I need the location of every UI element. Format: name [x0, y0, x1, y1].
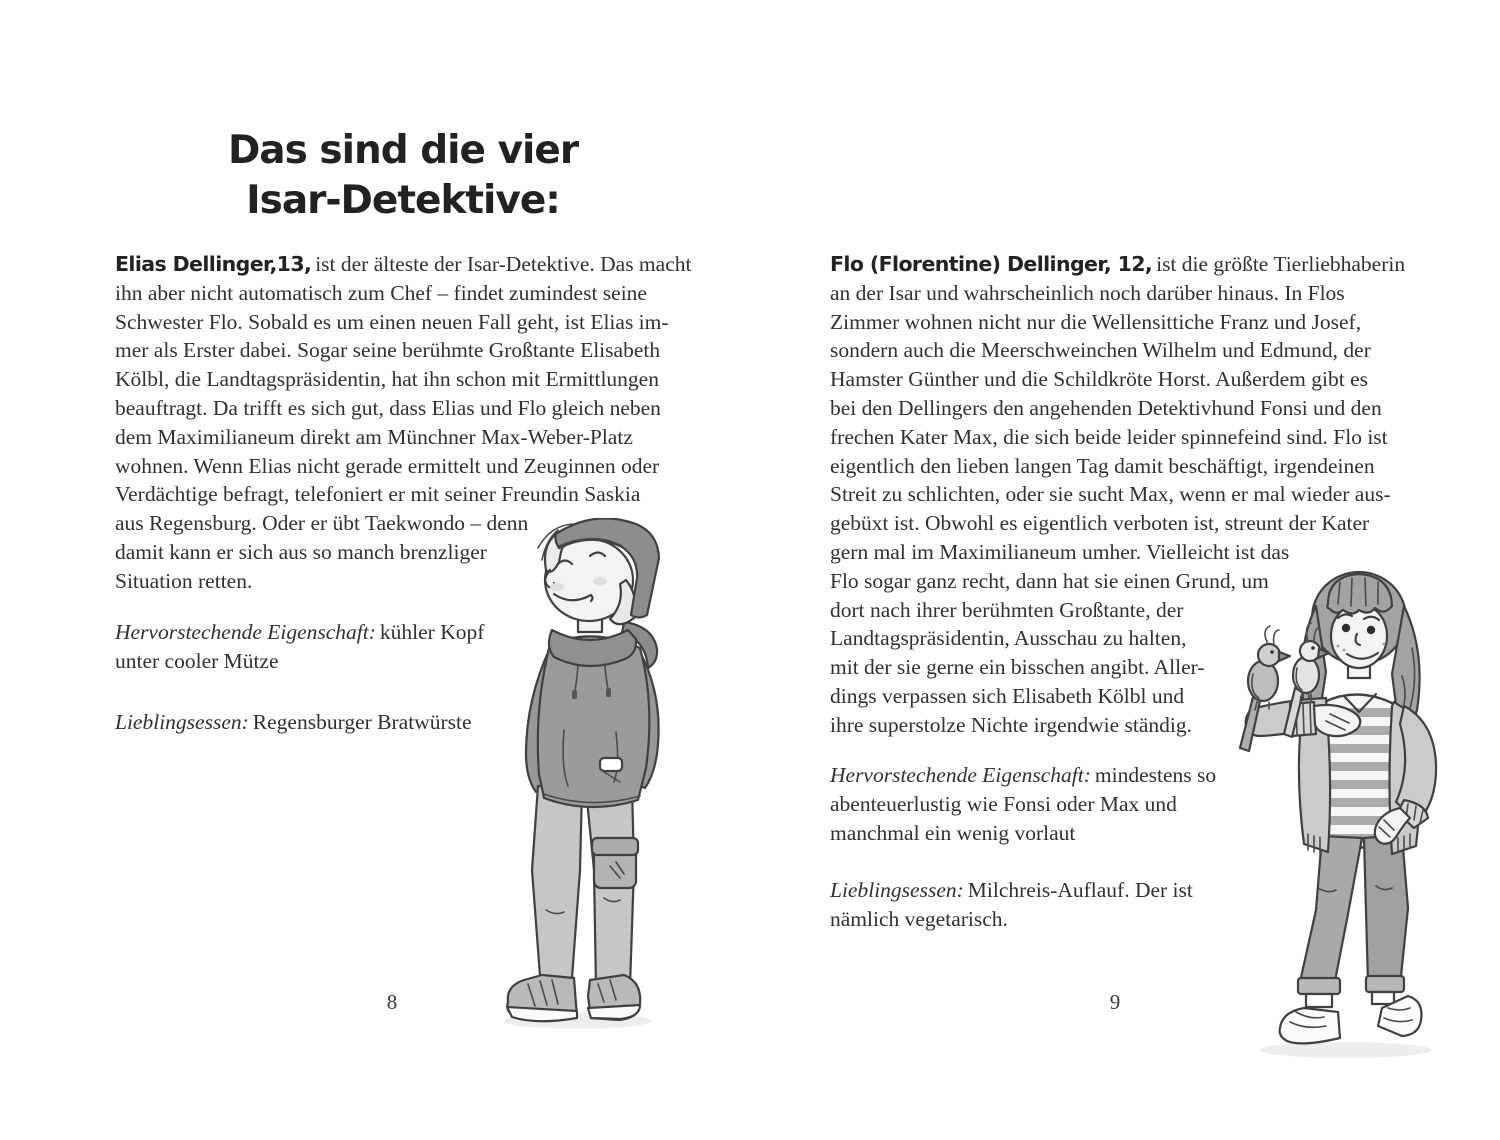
- text-line: Zimmer wohnen nicht nur die Wellensittiche Franz und Josef,: [830, 309, 1362, 334]
- text-line: Verdächtige befragt, telefoniert er mit seiner Freundin Saskia: [115, 482, 641, 507]
- text-line: Regensburger Bratwürste: [252, 710, 472, 734]
- girl-illustration: [1226, 556, 1466, 1096]
- text-line: Hamster Günther und die Schildkröte Horst. Außerdem gibt es: [830, 367, 1368, 392]
- text-line: beauftragt. Da trifft es sich gut, dass Elias und Flo gleich neben: [115, 395, 661, 420]
- text-line: Schwester Flo. Sobald es um einen neuen Fall geht, ist Elias im-: [115, 309, 669, 334]
- text-line: an der Isar und wahrscheinlich noch darüber hinaus. In Flos: [830, 280, 1345, 305]
- text-line: eigentlich den lieben langen Tag damit beschäftigt, irgendeinen: [830, 453, 1375, 478]
- text-line: sondern auch die Meerschweinchen Wilhelm und Edmund, der: [830, 338, 1371, 363]
- text-line: bei den Dellingers den angehenden Detektivhund Fonsi und den: [830, 395, 1382, 420]
- text-line: gebüxt ist. Obwohl es eigentlich verboten ist, streunt der Kater: [830, 511, 1370, 536]
- character-name-elias: Elias Dellinger,13,: [115, 252, 312, 276]
- text-line: ist der älteste der Isar-Detektive. Das macht: [315, 252, 692, 276]
- text-line: ihre superstolze Nichte irgendwie ständig.: [830, 712, 1193, 737]
- text-line: Flo sogar ganz recht, dann hat sie einen Grund, um: [830, 568, 1269, 593]
- text-line: Kölbl, die Landtagspräsidentin, hat ihn schon mit Ermittlungen: [115, 367, 659, 392]
- boy-illustration: [498, 518, 702, 1034]
- text-line: mindestens so: [1094, 763, 1217, 787]
- text-line: Situation retten.: [115, 568, 253, 593]
- text-line: frechen Kater Max, die sich beide leider spinnefeind sind. Flo ist: [830, 424, 1388, 449]
- page-number-left: 8: [386, 990, 398, 1014]
- character-name-flo: Flo (Florentine) Dellinger, 12,: [830, 252, 1153, 276]
- text-line: mit der sie gerne ein bisschen angibt. Aller-: [830, 655, 1205, 680]
- food-label: Lieblingsessen:: [115, 710, 249, 734]
- text-line: wohnen. Wenn Elias nicht gerade ermittelt und Zeuginnen oder: [115, 453, 660, 478]
- text-line: ist die größte Tierliebhaberin: [1156, 252, 1406, 276]
- text-line: ihn aber nicht automatisch zum Chef – findet zumindest seine: [115, 280, 647, 305]
- text-line: nämlich vegetarisch.: [830, 906, 1008, 931]
- text-line: dort nach ihrer berühmten Großtante, der: [830, 597, 1184, 622]
- elias-food-block: [115, 708, 472, 737]
- text-line: Landtagspräsidentin, Ausschau zu halten,: [830, 626, 1187, 651]
- page-number-right: 9: [1109, 990, 1121, 1014]
- chapter-title: [115, 126, 691, 226]
- flo-food-block: [830, 876, 1193, 934]
- text-line: dings verpassen sich Elisabeth Kölbl und: [830, 683, 1185, 708]
- text-line: abenteuerlustig wie Fonsi oder Max und: [830, 791, 1177, 816]
- trait-label: Hervorstechende Eigenschaft:: [115, 620, 376, 644]
- text-line: gern mal im Maximilianeum umher. Vielleicht ist das: [830, 539, 1290, 564]
- text-line: damit kann er sich aus so manch brenzliger: [115, 539, 487, 564]
- text-line: Milchreis-Auflauf. Der ist: [967, 878, 1193, 902]
- text-line: aus Regensburg. Oder er übt Taekwondo – denn: [115, 511, 529, 536]
- chapter-title-line: Isar-Detektive:: [246, 178, 560, 223]
- flo-trait-block: [830, 761, 1216, 847]
- text-line: dem Maximilianeum direkt am Münchner Max-Weber-Platz: [115, 424, 633, 449]
- food-label: Lieblingsessen:: [830, 878, 964, 902]
- text-line: manchmal ein wenig vorlaut: [830, 820, 1076, 845]
- text-line: mer als Erster dabei. Sogar seine berühmte Großtante Elisabeth: [115, 338, 661, 363]
- chapter-title-line: Das sind die vier: [227, 128, 579, 173]
- text-line: unter cooler Mütze: [115, 648, 279, 673]
- trait-label: Hervorstechende Eigenschaft:: [830, 763, 1091, 787]
- elias-trait-block: [115, 618, 484, 676]
- text-line: kühler Kopf: [379, 620, 485, 644]
- text-line: Streit zu schlichten, oder sie sucht Max, wenn er mal wieder aus-: [830, 482, 1391, 507]
